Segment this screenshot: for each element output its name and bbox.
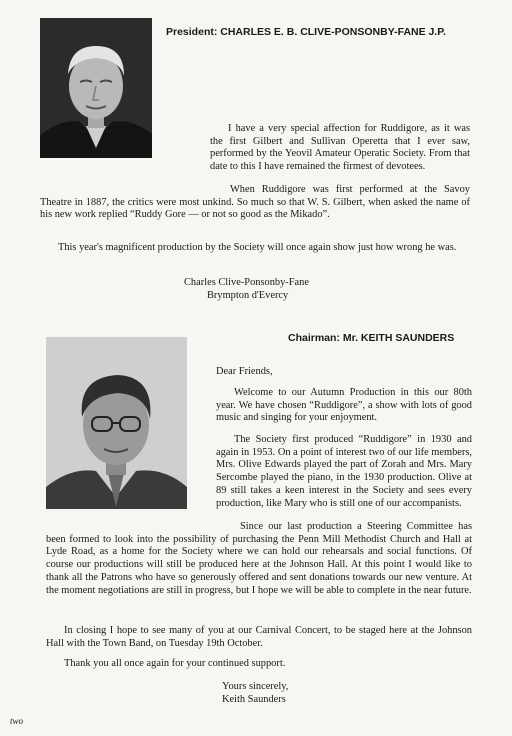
president-heading: President: CHARLES E. B. CLIVE-PONSONBY-FANE J.P.	[166, 26, 446, 38]
president-paragraph-2: When Ruddigore was first performed at the Savoy Theatre in 1887, the critics were most unkind. So much so that W. S. Gilbert, when asked the name of his new work replied “Ruddy Gore — or not so good as the Mikado”.	[40, 184, 470, 221]
president-paragraph-1: I have a very special affection for Ruddigore, as it was the first Gilbert and Sullivan Operetta that I ever saw, performed by the Yeovil Amateur Operatic Society. From that date to this I have remained the firmest of devotees.	[210, 123, 470, 173]
chairman-heading: Chairman: Mr. KEITH SAUNDERS	[288, 332, 455, 344]
chairman-paragraph-4: In closing I hope to see many of you at our Carnival Concert, to be staged here at the Johnson Hall with the Town Band, on Tuesday 19th October.	[46, 625, 472, 649]
chairman-salutation: Dear Friends,	[216, 366, 273, 377]
president-paragraph-3: This year's magnificent production by the Society will once again show just how wrong he was.	[58, 242, 457, 253]
chairman-photo	[46, 337, 187, 509]
president-signature-name: Charles Clive-Ponsonby-Fane	[184, 277, 309, 288]
chairman-paragraph-5: Thank you all once again for your continued support.	[64, 658, 286, 669]
chairman-closing: Yours sincerely,	[222, 681, 289, 692]
chairman-paragraph-2: The Society first produced “Ruddigore” in 1930 and again in 1953. On a point of interest two of our life members, Mrs. Olive Edwards played the part of Zorah and Mrs. Mary Sercombe played the piano, in the 1930 production. Olive at 89 still takes a keen interest in the Society and sees every production, like Mary who is still one of our accompanists.	[216, 434, 472, 509]
president-photo	[40, 18, 152, 158]
chairman-paragraph-1: Welcome to our Autumn Production in this our 80th year. We have chosen “Ruddigore”, a show with lots of good music and singing for your enjoyment.	[216, 387, 472, 424]
chairman-paragraph-3: Since our last production a Steering Committee has been formed to look into the possibility of purchasing the Penn Mill Methodist Church and Hall at Lyde Road, as a home for the Society where we can hold our rehearsals and social functions. Of course our productions will still be produced here at the Johnson Hall. At this point I would like to thank all the Patrons who have so generously offered and sent donations towards our new venture. At the moment negotiations are still in progress, but I hope we will be able to complete in the near future.	[46, 521, 472, 596]
page-number: two	[10, 716, 24, 726]
chairman-signature-name: Keith Saunders	[222, 694, 286, 705]
president-signature-place: Brympton d'Evercy	[207, 290, 289, 301]
